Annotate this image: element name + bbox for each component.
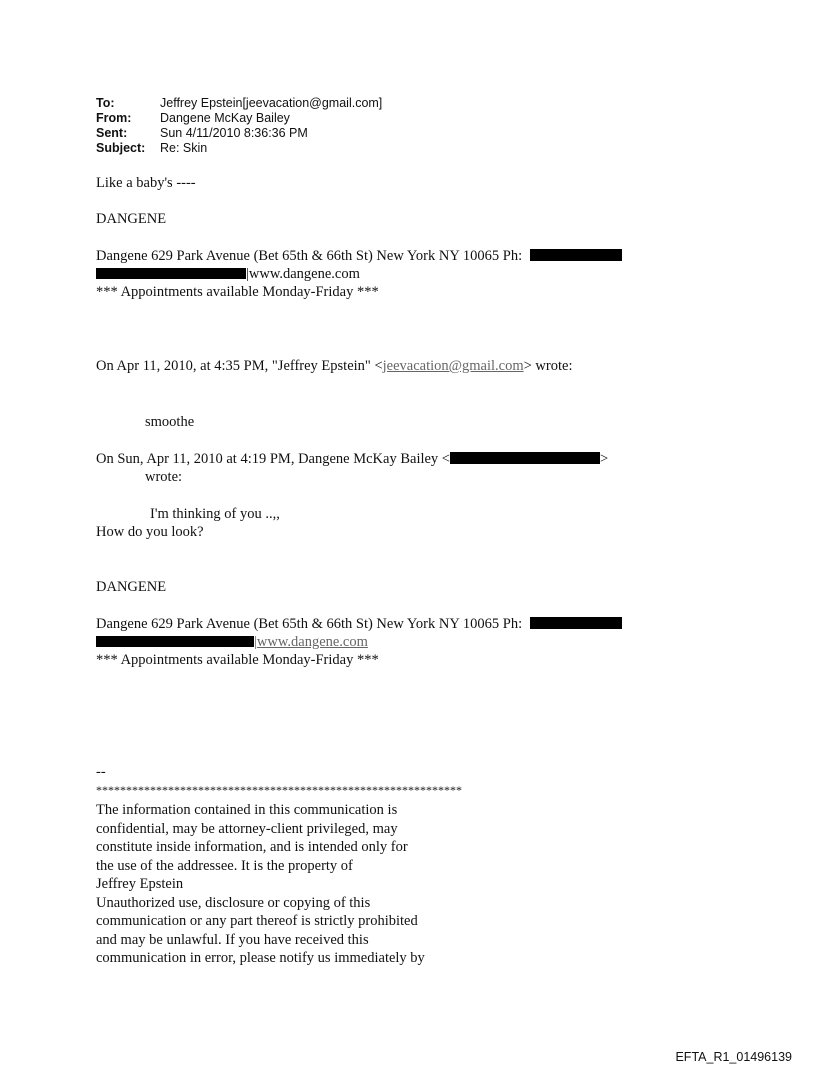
disclaimer-line: Unauthorized use, disclosure or copying of this	[96, 894, 371, 911]
disclaimer-line: Jeffrey Epstein	[96, 876, 184, 892]
signature2-appointments: *** Appointments available Monday-Friday ***	[96, 652, 379, 668]
signature-address-text: Dangene 629 Park Avenue (Bet 65th & 66th St) New York NY 10065 Ph:	[96, 248, 523, 264]
email-header	[96, 96, 382, 156]
header-from-row	[96, 111, 382, 126]
disclaimer-line: the use of the addressee. It is the property of	[96, 857, 353, 874]
quote-header-2-text: On Sun, Apr 11, 2010 at 4:19 PM, Dangene McKay Bailey <	[96, 451, 450, 467]
from-value: Dangene McKay Bailey	[160, 111, 290, 125]
quote-header-2	[96, 451, 608, 468]
disclaimer	[96, 801, 496, 968]
signature2-web-line	[96, 634, 368, 651]
disclaimer-line: communication or any part thereof is strictly prohibited	[96, 913, 418, 929]
disclaimer-line: communication in error, please notify us immediately by	[96, 950, 425, 966]
message-line-2: How do you look?	[96, 524, 204, 540]
header-subject-row	[96, 141, 382, 156]
quote-header-1-text: On Apr 11, 2010, at 4:35 PM, "Jeffrey Epstein" <	[96, 358, 383, 374]
signature-name: DANGENE	[96, 211, 167, 227]
reply-text: smoothe	[145, 414, 195, 430]
signature-web: |www.dangene.com	[246, 266, 360, 282]
header-sent-row	[96, 126, 382, 141]
signature-web-line	[96, 266, 360, 283]
signature2-address-text: Dangene 629 Park Avenue (Bet 65th & 66th St) New York NY 10065 Ph:	[96, 616, 523, 632]
quote-header-1	[96, 358, 572, 375]
redaction-bar	[530, 249, 622, 261]
document-id: EFTA_R1_01496139	[675, 1050, 792, 1064]
redaction-bar	[450, 452, 600, 464]
body-line: Like a baby's ----	[96, 175, 196, 191]
quote-header-1-end: > wrote:	[523, 358, 573, 374]
quote-header-2-end: >	[600, 451, 609, 467]
subject-value: Re: Skin	[160, 141, 208, 155]
header-to-row	[96, 96, 382, 111]
subject-label: Subject:	[96, 141, 146, 155]
sent-value: Sun 4/11/2010 8:36:36 PM	[160, 126, 308, 140]
signature-appointments: *** Appointments available Monday-Friday ***	[96, 284, 379, 300]
redaction-bar	[530, 617, 622, 629]
separator-dashes: --	[96, 764, 106, 780]
email-link[interactable]: jeevacation@gmail.com	[382, 358, 524, 374]
from-label: From:	[96, 111, 132, 125]
sent-label: Sent:	[96, 126, 128, 140]
message-line-1: I'm thinking of you ..,,	[150, 506, 280, 522]
signature-address	[96, 248, 622, 265]
to-value: Jeffrey Epstein[jeevacation@gmail.com]	[160, 96, 383, 110]
disclaimer-line: confidential, may be attorney-client privileged, may	[96, 820, 398, 837]
website-link[interactable]: www.dangene.com	[256, 634, 368, 650]
separator-stars: *************************************************************	[96, 783, 462, 797]
redaction-bar	[96, 268, 246, 279]
signature2-web-divider: |	[254, 634, 257, 650]
signature2-name: DANGENE	[96, 579, 167, 595]
disclaimer-line: and may be unlawful. If you have received this	[96, 931, 369, 948]
signature2-address	[96, 616, 622, 633]
redaction-bar	[96, 636, 254, 647]
disclaimer-line: The information contained in this communication is	[96, 802, 398, 818]
disclaimer-line: constitute inside information, and is intended only for	[96, 839, 408, 855]
to-label: To:	[96, 96, 115, 110]
quote-header-2-wrote: wrote:	[145, 469, 183, 485]
